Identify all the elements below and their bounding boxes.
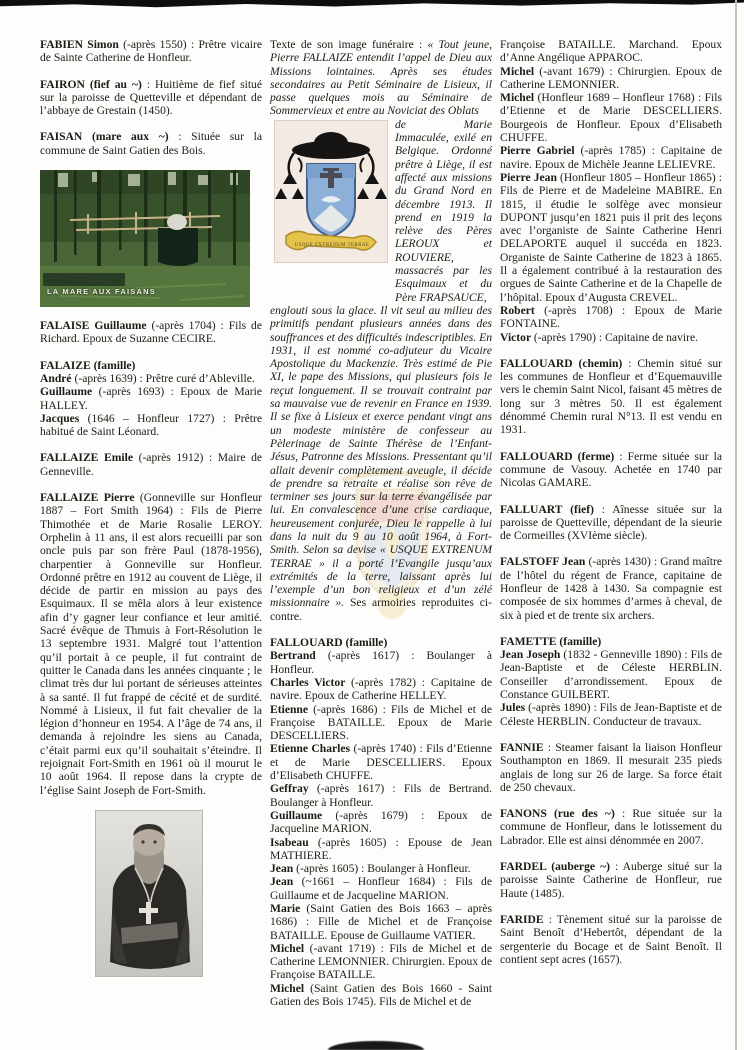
dictionary-entry: [270, 676, 492, 703]
entry-headword: FALLOUARD (chemin): [500, 356, 623, 370]
entry-headword: FAISAN (mare aux ~): [40, 130, 169, 144]
dictionary-entry: [500, 503, 722, 543]
coat-of-arms: [274, 120, 388, 263]
entry-headword: FARIDE: [500, 912, 544, 926]
dictionary-entry: [40, 412, 262, 439]
entry-headword: Jacques: [40, 411, 88, 425]
dictionary-entry: [270, 875, 492, 902]
entry-headword: Charles Victor: [270, 675, 351, 689]
entry-text: (Honfleur 1805 – Honfleur 1865) : Fils de Pierre et de Madeleine MABIRE. En 1815, il étudie le solfège avec monsieur DUPONT jusqu’en 1821 puis il prit des leçons avec l’organiste de Sainte Catherine Henri DELAPORTE auquel il succéda en 1823. Organiste de Sainte Catherine de 1823 à 1865. Il a également contribué à la restauration des orgues de Sainte Catherine et de la Chapelle de l’hôpital. Epoux d’Augusta CREVEL.: [500, 170, 722, 304]
column-left: [40, 38, 262, 1008]
bishop-portrait: [95, 810, 203, 977]
dictionary-entry: [500, 635, 722, 648]
entry-text: (-après 1890) : Fils de Jean-Baptiste et de Céleste HERBLIN. Conducteur de travaux.: [500, 701, 722, 728]
dictionary-entry: [270, 304, 492, 623]
dictionary-entry: [40, 385, 262, 412]
pond-photo-caption: LA MARE AUX FAISANS: [47, 286, 156, 296]
column-middle: [270, 38, 492, 1008]
dictionary-entry: [270, 862, 492, 875]
entry-text: : Ferme située sur la commune de Vasouy. Achetée en 1740 par Nicolas GAMARE.: [500, 449, 722, 490]
dictionary-entry: [270, 902, 492, 942]
entry-headword: Jean Joseph: [500, 648, 564, 662]
entry-headword: Michel: [270, 981, 311, 995]
entry-headword: Pierre Jean: [500, 170, 560, 184]
entry-text: (-après 1605) : Epouse de Jean MATHIERE.: [270, 835, 493, 862]
entry-headword: FALLUART (fief): [500, 502, 594, 516]
entry-headword: FALSTOFF Jean: [500, 555, 589, 569]
entry-text: Texte de son image funéraire :: [270, 38, 428, 51]
dictionary-entry: [40, 319, 262, 346]
entry-text: (-après 1785) : Capitaine de navire. Epoux de Michèle Jeanne LELIEVRE.: [500, 144, 722, 171]
entry-headword: FALAISE Guillaume: [40, 319, 152, 333]
entry-headword: Michel: [270, 941, 310, 955]
scan-artifact-bottom-smudge: [328, 1041, 424, 1050]
entry-text: (-après 1708) : Epoux de Marie FONTAINE.: [500, 303, 723, 331]
entry-headword: Bertrand: [270, 649, 328, 663]
entry-headword: FALLAIZE Emile: [40, 451, 139, 465]
scan-artifact-right-edge: [735, 0, 737, 1050]
dictionary-entry: [270, 649, 492, 676]
entry-text: (~1661 – Honfleur 1684) : Fils de Guillaume et de Jacqueline MARION.: [270, 875, 492, 902]
dictionary-entry: [500, 913, 722, 966]
entry-text: (-après 1693) : Epoux de Marie HALLEY.: [40, 385, 262, 412]
entry-text: (-après 1740) : Fils d’Etienne et de Marie DESCELLIERS. Epoux d’Elisabeth CHUFFE.: [270, 742, 492, 783]
dictionary-entry: [270, 38, 492, 118]
entry-headword: FANNIE: [500, 740, 544, 754]
dictionary-entry: [500, 807, 722, 847]
entry-text: (-après 1430) : Grand maître de l’hôtel du régent de France, capitaine de Honfleur de 1428 à 1430. Sa compagnie est composée de six hommes d’armes à cheval, de six à pied et de trente six archers.: [500, 555, 722, 622]
entry-headword: Jules: [500, 701, 529, 715]
entry-text: (-après 1605) : Boulanger à Honfleur.: [296, 862, 471, 876]
dictionary-entry: [270, 636, 492, 649]
entry-text: (-après 1639) : Prêtre curé d’Ableville.: [74, 371, 255, 385]
entry-headword: FALAIZE (famille): [40, 358, 136, 372]
pond-photo: [40, 170, 250, 307]
coat-of-arms-image: [274, 120, 388, 263]
entry-headword: Guillaume: [40, 385, 99, 399]
entry-text: (-après 1617) : Fils de Bertrand. Boulanger à Honfleur.: [270, 782, 492, 809]
entry-text: (Honfleur 1689 – Honfleur 1768) : Fils d’Etienne et de Marie DESCELLIERS. Bourgeois de Honfleur. Epoux d’Elisabeth CHUFFE.: [500, 91, 722, 145]
entry-text: : Chemin situé sur les communes de Honfleur et d’Equemauville vers le chemin Saint Nicol, faisant 45 mètres de long sur 3 mètres 50. Il est également dénommé Chemin rural N°13. Il est vendu en 1931.: [500, 356, 723, 437]
entry-headword: Geffray: [270, 782, 317, 796]
entry-headword: FALLAIZE Pierre: [40, 491, 140, 505]
entry-text: (Saint Gatien des Bois 1663 – après 1686) : Fille de Michel et de Françoise BATAILLE. Epouse de Guillaume VATIER.: [270, 902, 493, 942]
column-right: [500, 38, 722, 1008]
dictionary-entry: [500, 450, 722, 490]
text-columns: [40, 38, 722, 1008]
entry-headword: Robert: [500, 303, 545, 317]
entry-headword: FANONS (rue des ~): [500, 807, 615, 821]
dictionary-entry: [500, 65, 722, 92]
entry-headword: FALLOUARD (ferme): [500, 449, 615, 463]
wrapped-entry-text: [395, 118, 492, 304]
entry-headword: André: [40, 371, 75, 385]
dictionary-entry: [500, 741, 722, 794]
dictionary-entry: [40, 359, 262, 372]
dictionary-entry: [500, 555, 722, 621]
entry-text: (-avant 1719) : Fils de Michel et de Catherine LEMONNIER. Chirurgien. Epoux de Françoise BATAILLE.: [270, 941, 492, 982]
motto-text: USQUE EXTRENUM TERRAE: [294, 242, 370, 248]
dictionary-entry: [500, 304, 722, 331]
dictionary-entry: [500, 91, 722, 144]
dictionary-entry: [40, 451, 262, 478]
entry-headword: FABIEN Simon: [40, 38, 124, 51]
entry-text: (-après 1912) : Maire de Genneville.: [40, 451, 263, 478]
entry-text: (-après 1704) : Fils de Richard. Epoux de Suzanne CECIRE.: [40, 319, 262, 346]
dictionary-entry: [40, 78, 262, 118]
entry-headword: FAIRON (fief au ~): [40, 77, 142, 91]
dictionary-entry: [500, 171, 722, 304]
dictionary-entry: [500, 331, 722, 344]
entry-headword: FALLOUARD (famille): [270, 636, 388, 650]
entry-headword: Guillaume: [270, 808, 336, 822]
entry-headword: FARDEL (auberge ~): [500, 860, 610, 874]
dictionary-entry: [40, 130, 262, 157]
dictionary-entry: [500, 648, 722, 701]
entry-text: : Aînesse située sur la paroisse de Quetteville, dépendant de la sieurie de Cormeilles (XVIème siècle).: [500, 502, 722, 543]
entry-text: (-après 1686) : Fils de Michel et de Françoise BATAILLE. Epoux de Marie DESCELLIERS.: [270, 702, 492, 743]
entry-text: : Tènement situé sur la paroisse de Saint Benoît d’Hebertôt, dépendant de la sergenterie du Bocage et de Saint Benoît. Il contient sept acres (1657).: [500, 912, 722, 966]
entry-text: Françoise BATAILLE. Marchand. Epoux d’Anne Angélique APPAROC.: [500, 38, 722, 65]
entry-text: (-après 1550) : Prêtre vicaire de Sainte Catherine de Honfleur.: [40, 38, 262, 65]
entry-text: de Marie Immaculée, exilé en Belgique. Ordonné prêtre à Liège, il est affecté aux missions du Grand Nord en décembre 1913. Il prend en 1919 la relève des Pères LEROUX et ROUVIERE, massacrés par les Esquimaux et du Père FRAPSAUCE,: [395, 117, 492, 304]
entry-text: (Saint Gatien des Bois 1660 - Saint Gatien des Bois 1745). Fils de Michel et de: [270, 981, 492, 1009]
dictionary-entry: [40, 372, 262, 385]
entry-headword: Michel: [500, 64, 540, 78]
entry-headword: Isabeau: [270, 835, 318, 849]
entry-text: : Steamer faisant la liaison Honfleur Southampton en 1869. Il mesurait 235 pieds anglais de long sur 26 de large. Sa force était de 250 chevaux.: [500, 740, 722, 794]
dictionary-entry: [270, 782, 492, 809]
scan-artifact-top-edge: [0, 0, 744, 9]
entry-headword: Victor: [500, 330, 534, 344]
entry-with-figure: [270, 118, 492, 304]
entry-text: englouti sous la glace. Il vit seul au milieu des primitifs pendant plusieurs années dans des souffrances et des difficultés indescriptibles. En 1931, il est nommé co-adjuteur du Vicaire Apostolique du Mackenzie. Très estimé de Pie XI, le pape des Missions, qui plusieurs fois le reçut longuement. Il se trouvait contraint par sa mauvaise vue de revenir en France en 1939. Il se fixe à Lisieux et exerce pendant vingt ans un modeste ministère de confesseur au Pèlerinage de Sainte Thérèse de l’Enfant-Jésus, Patronne des Missions. Pressentant qu’il allait devenir complètement aveugle, il décide de prendre sa retraite et réalise son rêve de terminer ses jours sur la terre évangélisée par lui. En convalescence d’une crise cardiaque, heureusement conjurée, Dieu le rappelle à lui dans la nuit du 9 au 10 août 1964, à Fort-Smith. Selon sa devise « USQUE EXTRENUM TERRAE » il a porté l’Evangile jusqu’aux extrémités de la terre, laissant après lui l’exemple d’un bon religieux et d’un zélé missionnaire ».: [270, 303, 492, 610]
entry-headword: Jean: [270, 862, 297, 876]
dictionary-entry: [500, 144, 722, 171]
dictionary-entry: [500, 357, 722, 437]
entry-text: : Située sur la commune de Saint Gatien des Bois.: [40, 130, 262, 157]
dictionary-entry: [270, 982, 492, 1009]
dictionary-entry: [270, 836, 492, 863]
entry-headword: FAMETTE (famille): [500, 634, 602, 648]
dictionary-entry: [40, 491, 262, 797]
dictionary-entry: [500, 860, 722, 900]
entry-text: (-après 1617) : Boulanger à Honfleur.: [270, 649, 492, 676]
dictionary-entry: [270, 809, 492, 836]
entry-headword: Etienne: [270, 702, 314, 716]
entry-text: (-après 1679) : Epoux de Jacqueline MARION.: [270, 808, 493, 836]
dictionary-entry: [270, 703, 492, 743]
bishop-portrait-image: [95, 810, 203, 977]
dictionary-entry: [40, 38, 262, 65]
entry-text: (1646 – Honfleur 1727) : Prêtre habitué de Saint Léonard.: [40, 411, 262, 439]
dictionary-entry: [270, 942, 492, 982]
entry-text: (1832 - Genneville 1890) : Fils de Jean-Baptiste et de Céleste HERBLIN. Conseiller d’arrondissement. Epoux de Constance GUILBERT.: [500, 648, 722, 702]
entry-headword: Michel: [500, 91, 538, 105]
entry-headword: Jean: [270, 875, 302, 889]
entry-text: (-avant 1679) : Chirurgien. Epoux de Catherine LEMONNIER.: [500, 64, 722, 91]
entry-headword: Pierre Gabriel: [500, 144, 581, 158]
entry-headword: Etienne Charles: [270, 742, 354, 756]
dictionary-entry: [500, 701, 722, 728]
entry-text: (Gonneville sur Honfleur 1887 – Fort Smith 1964) : Fils de Pierre Thimothée et de Marie Rosalie LEROY. Orphelin à 11 ans, il est alors recueilli par son oncle puis par son frère Paul (1878-1956), charpentier à Gonneville sur Honfleur. Ordonné prêtre en 1912 au couvent de Liège, il décide de partir en mission au pays des Esquimaux. Il se mêla alors à leur existence afin d’y gagner leur confiance et leur amitié. Sacré évêque de Thmuis à Fort-Résolution le 13 septembre 1931. Malgré tout l’attention qu’il portait à ce peuple, il fut contraint de quitter le Canada dans les années cinquante ; le climat très dur lui portant de sérieuses atteintes à sa santé. Il fut frappé de cécité et de surdité. Nommé à Lisieux, il fut fait chevalier de la légion d’honneur en 1954. A l’âge de 74 ans, il demanda à rejoindre les siens au Canada, c’était parmi eux qu’il souhaitait s’éteindre. Il rejoignait Fort-Smith en 1961 où il mourut le 10 août 1964. Il repose dans la crypte de l’église Saint Joseph de Fort-Smith.: [40, 491, 262, 797]
entry-headword: Marie: [270, 902, 307, 915]
entry-text: : Huitième de fief situé sur la paroisse de Quetteville et dépendant de l’abbaye de Grestain (1450).: [40, 77, 262, 118]
entry-text: (-après 1790) : Capitaine de navire.: [533, 330, 698, 344]
dictionary-entry: [270, 742, 492, 782]
entry-text: « Tout jeune, Pierre FALLAIZE entendit l’appel de Dieu aux Missions lointaines. Après ses études secondaires au Petit Séminaire de Lisieux, il passe quelques mois au Séminaire de Sommervieux et entre au Noviciat des Oblats: [270, 38, 493, 118]
dictionary-entry: [500, 38, 722, 65]
entry-text: Ses armoiries reproduites ci-contre.: [270, 596, 492, 623]
entry-text: : Auberge situé sur la paroisse Sainte Catherine de Honfleur, rue Haute (1485).: [500, 860, 722, 900]
entry-text: : Rue située sur la commune de Honfleur, dans le lotissement du Labrador. Elle est ainsi dénommée en 2007.: [500, 807, 722, 847]
entry-text: (-après 1782) : Capitaine de navire. Epoux de Catherine HELLEY.: [270, 675, 492, 703]
